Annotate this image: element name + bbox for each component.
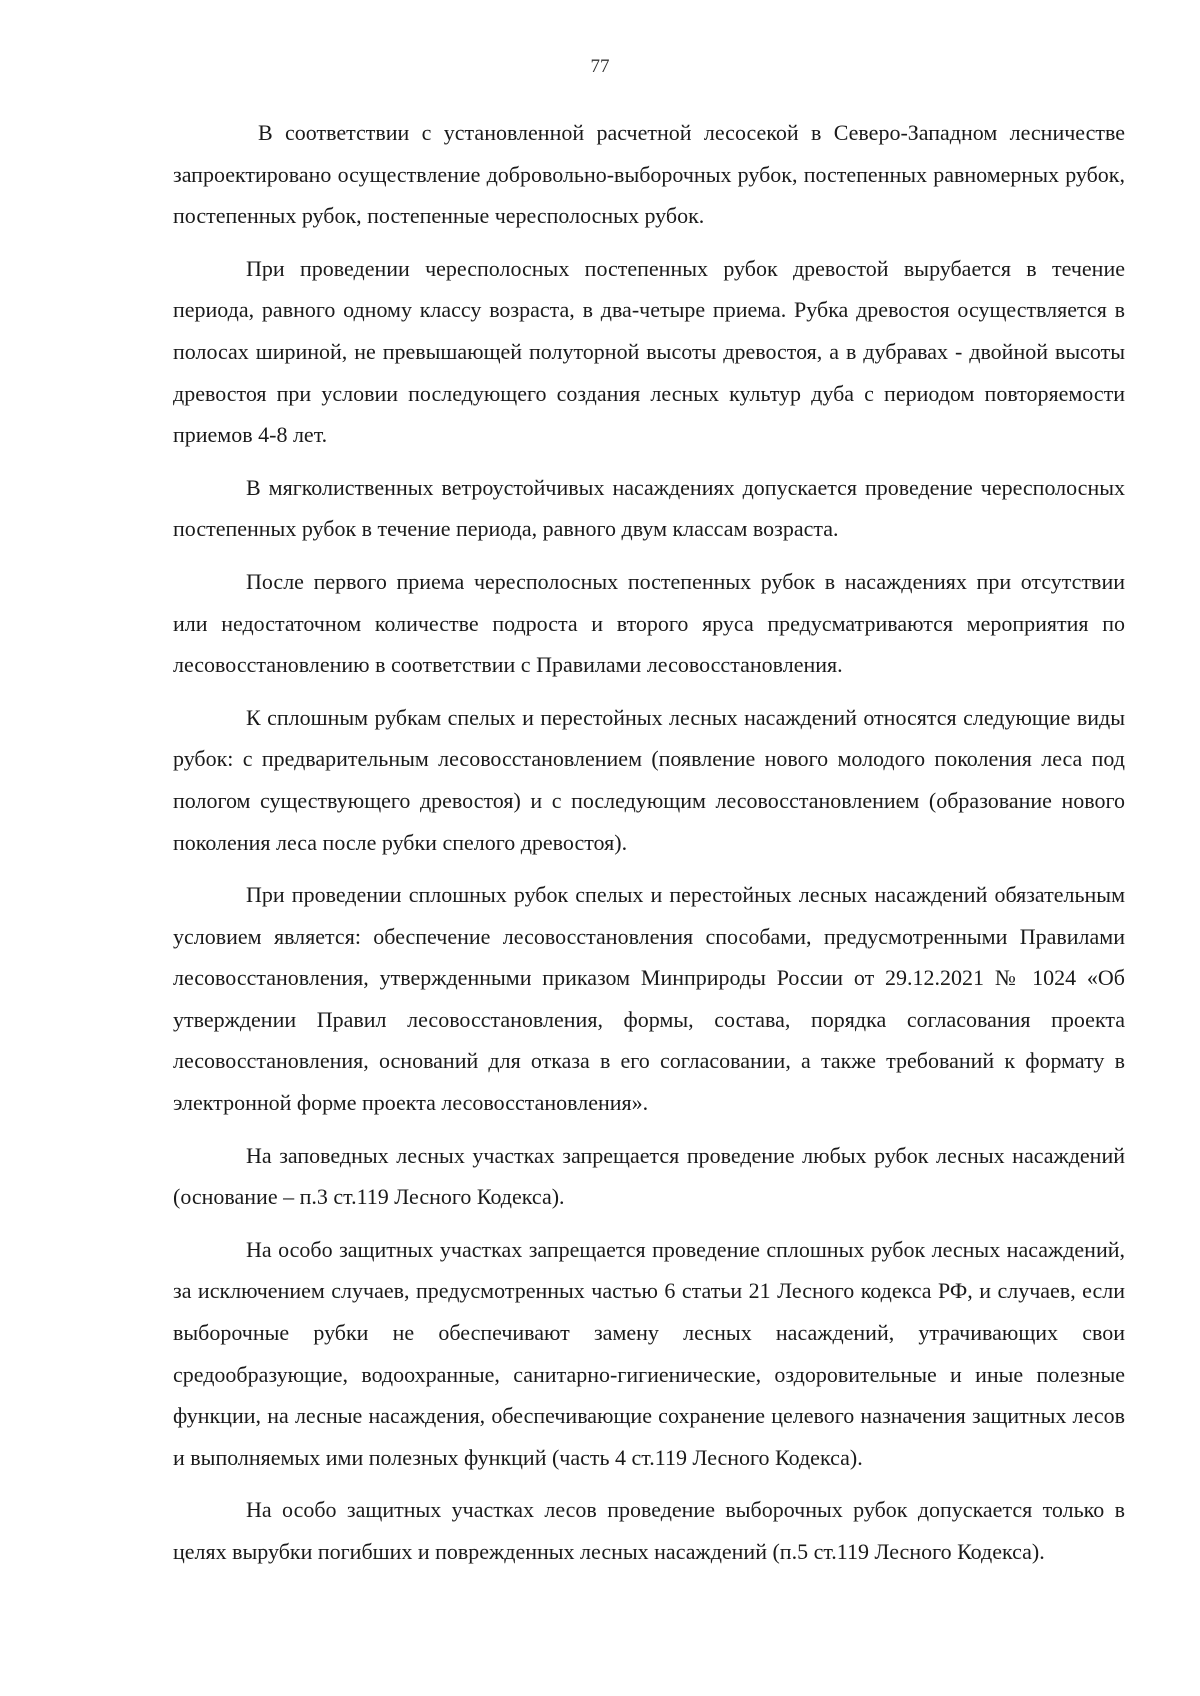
paragraph-clear-cutting-conditions: При проведении сплошных рубок спелых и перестойных лесных насаждений обязательным условием является: обеспечение лесовосстановления способами, предусмотренными Правилами лесовосстановления, утвержденными приказом Минприроды России от 29.12.2021 № 1024 «Об утверждении Правил лесовосстановления, формы, состава, порядка согласования проекта лесовосстановления, оснований для отказа в его согласовании, а также требований к формату в электронной форме проекта лесовосстановления».: [173, 882, 1125, 1116]
document-body: [173, 112, 1125, 1584]
paragraph-protective-areas: На особо защитных участках запрещается проведение сплошных рубок лесных насаждений, за исключением случаев, предусмотренных частью 6 статьи 21 Лесного кодекса РФ, и случаев, если выборочные рубки не обеспечивают замену лесных насаждений, утрачивающих свои средообразующие, водоохранные, санитарно-гигиенические, оздоровительные и иные полезные функции, на лесные насаждения, обеспечивающие сохранение целевого назначения защитных лесов и выполняемых ими полезных функций (часть 4 ст.119 Лесного Кодекса).: [173, 1236, 1125, 1470]
paragraph-reserved-areas: На заповедных лесных участках запрещается проведение любых рубок лесных насаждений (основание – п.3 ст.119 Лесного Кодекса).: [173, 1142, 1125, 1210]
paragraph-clear-cutting-types: К сплошным рубкам спелых и перестойных лесных насаждений относятся следующие виды рубок: с предварительным лесовосстановлением (появление нового молодого поколения леса под пологом существующего древостоя) и с последующим лесовосстановлением (образование нового поколения леса после рубки спелого древостоя).: [173, 704, 1125, 855]
page-number: 77: [590, 56, 610, 77]
paragraph-softwood-stands: В мягколиственных ветроустойчивых насаждениях допускается проведение чересполосных постепенных рубок в течение периода, равного двум классам возраста.: [173, 474, 1125, 542]
paragraph-cutting-types: В соответствии с установленной расчетной лесосекой в Северо-Западном лесничестве запроектировано осуществление добровольно-выборочных рубок, постепенных равномерных рубок, постепенных рубок, постепенные чересполосных рубок.: [173, 120, 1125, 229]
paragraph-selective-cutting: На особо защитных участках лесов проведение выборочных рубок допускается только в целях вырубки погибших и поврежденных лесных насаждений (п.5 ст.119 Лесного Кодекса).: [173, 1497, 1125, 1564]
paragraph-strip-cutting: При проведении чересполосных постепенных рубок древостой вырубается в течение периода, равного одному классу возраста, в два-четыре приема. Рубка древостоя осуществляется в полосах шириной, не превышающей полуторной высоты древостоя, а в дубравах - двойной высоты древостоя при условии последующего создания лесных культур дуба с периодом повторяемости приемов 4-8 лет.: [173, 255, 1125, 448]
paragraph-reforestation-measures: После первого приема чересполосных постепенных рубок в насаждениях при отсутствии или недостаточном количестве подроста и второго яруса предусматриваются мероприятия по лесовосстановлению в соответствии с Правилами лесовосстановления.: [173, 568, 1125, 678]
